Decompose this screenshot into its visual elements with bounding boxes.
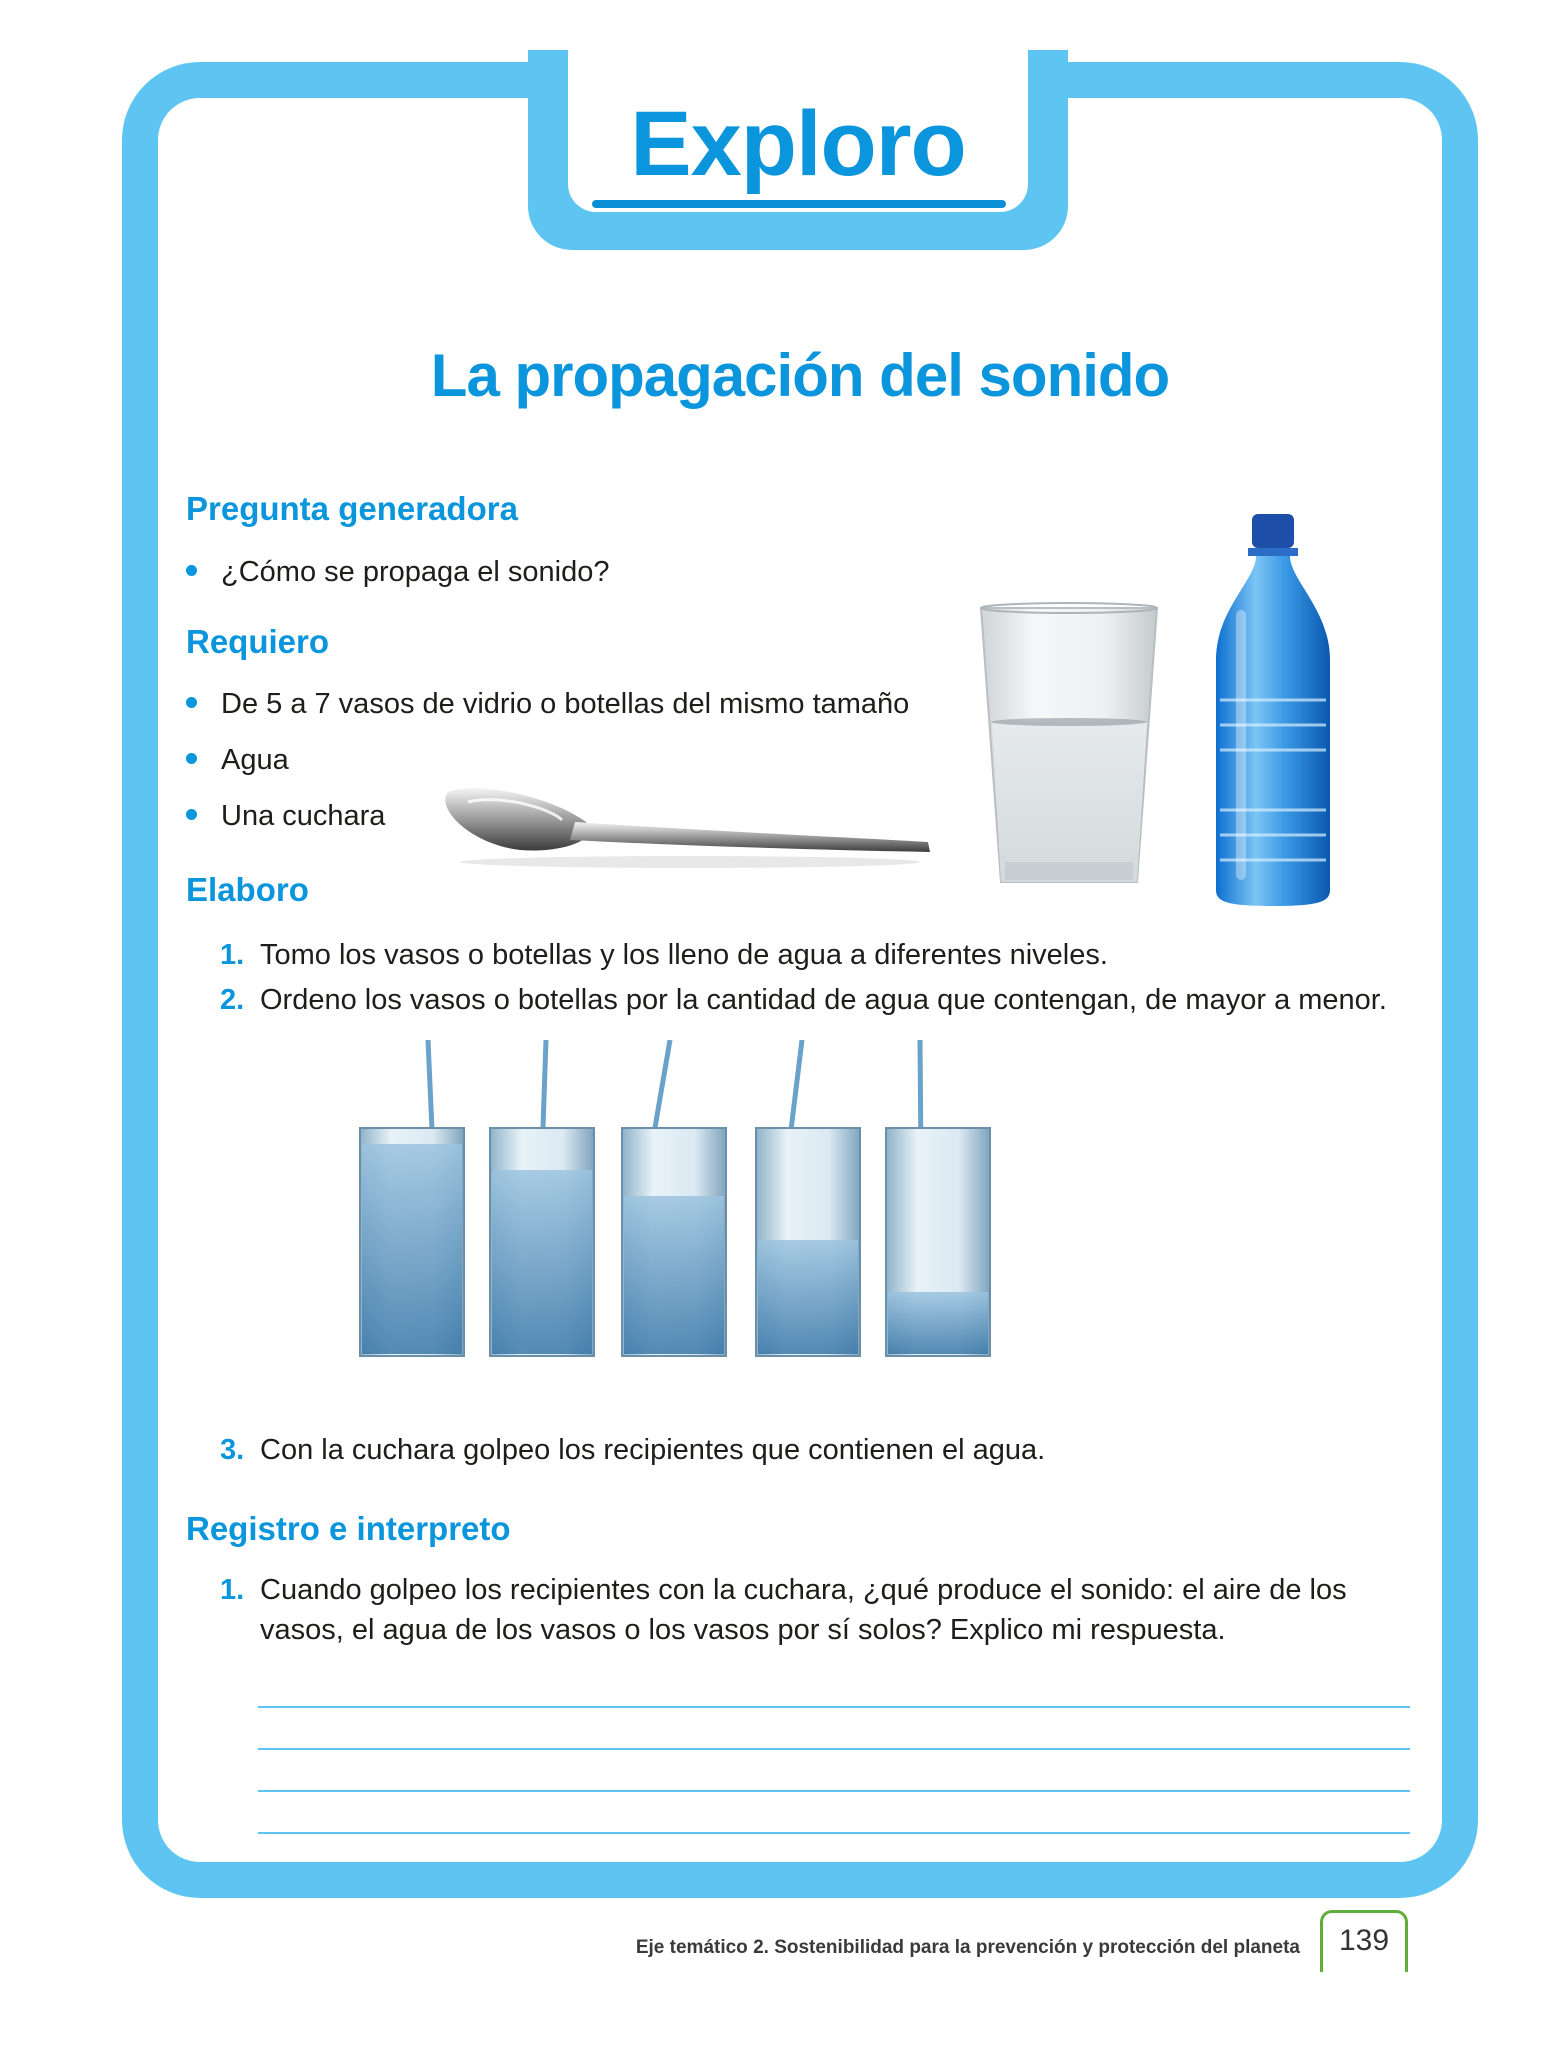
list-item: ¿Cómo se propaga el sonido? <box>186 558 610 587</box>
glass-3 <box>622 1040 726 1356</box>
glass-2 <box>490 1040 594 1356</box>
bullet-icon <box>186 697 197 708</box>
list-item: Una cuchara <box>186 802 385 831</box>
list-item: 1. Cuando golpeo los recipientes con la cuchara, ¿qué produce el sonido: el aire de los vasos, el agua de los vasos o los vasos por sí solos? Explico mi respuesta. <box>220 1574 1347 1647</box>
list-item: De 5 a 7 vasos de vidrio o botellas del mismo tamaño <box>186 690 909 719</box>
page-number: 139 <box>1338 1924 1390 1957</box>
glass-1 <box>360 1040 464 1356</box>
list-item: Agua <box>186 746 289 775</box>
bullet-icon <box>186 809 197 820</box>
heading-elaboro: Elaboro <box>186 871 309 908</box>
answer-line[interactable] <box>258 1790 1410 1792</box>
bullet-icon <box>186 565 197 576</box>
section-tab-title: Exploro <box>630 93 966 195</box>
footer-text: Eje temático 2. Sostenibilidad para la prevención y protección del planeta <box>635 1937 1300 1958</box>
water-bottle-image <box>1208 510 1338 910</box>
heading-requiero: Requiero <box>186 623 330 660</box>
answer-line[interactable] <box>258 1748 1410 1750</box>
spoon-image <box>440 780 940 870</box>
heading-pregunta-generadora: Pregunta generadora <box>186 490 518 527</box>
list-item: 1. Tomo los vasos o botellas y los lleno de agua a diferentes niveles. <box>220 939 1108 971</box>
heading-registro-e-interpreto: Registro e interpreto <box>186 1510 511 1547</box>
answer-line[interactable] <box>258 1706 1410 1708</box>
list-item: 2. Ordeno los vasos o botellas por la cantidad de agua que contengan, de mayor a menor. <box>220 984 1387 1016</box>
header-tab-underline <box>592 200 1006 208</box>
five-glasses-image <box>350 1040 1000 1380</box>
page-title: La propagación del sonido <box>430 342 1170 409</box>
answer-line[interactable] <box>258 1832 1410 1834</box>
list-item: 3. Con la cuchara golpeo los recipientes que contienen el agua. <box>220 1434 1046 1466</box>
glass-5 <box>886 1040 990 1356</box>
water-glass-image <box>975 600 1175 900</box>
glass-4 <box>756 1040 860 1356</box>
bullet-icon <box>186 753 197 764</box>
